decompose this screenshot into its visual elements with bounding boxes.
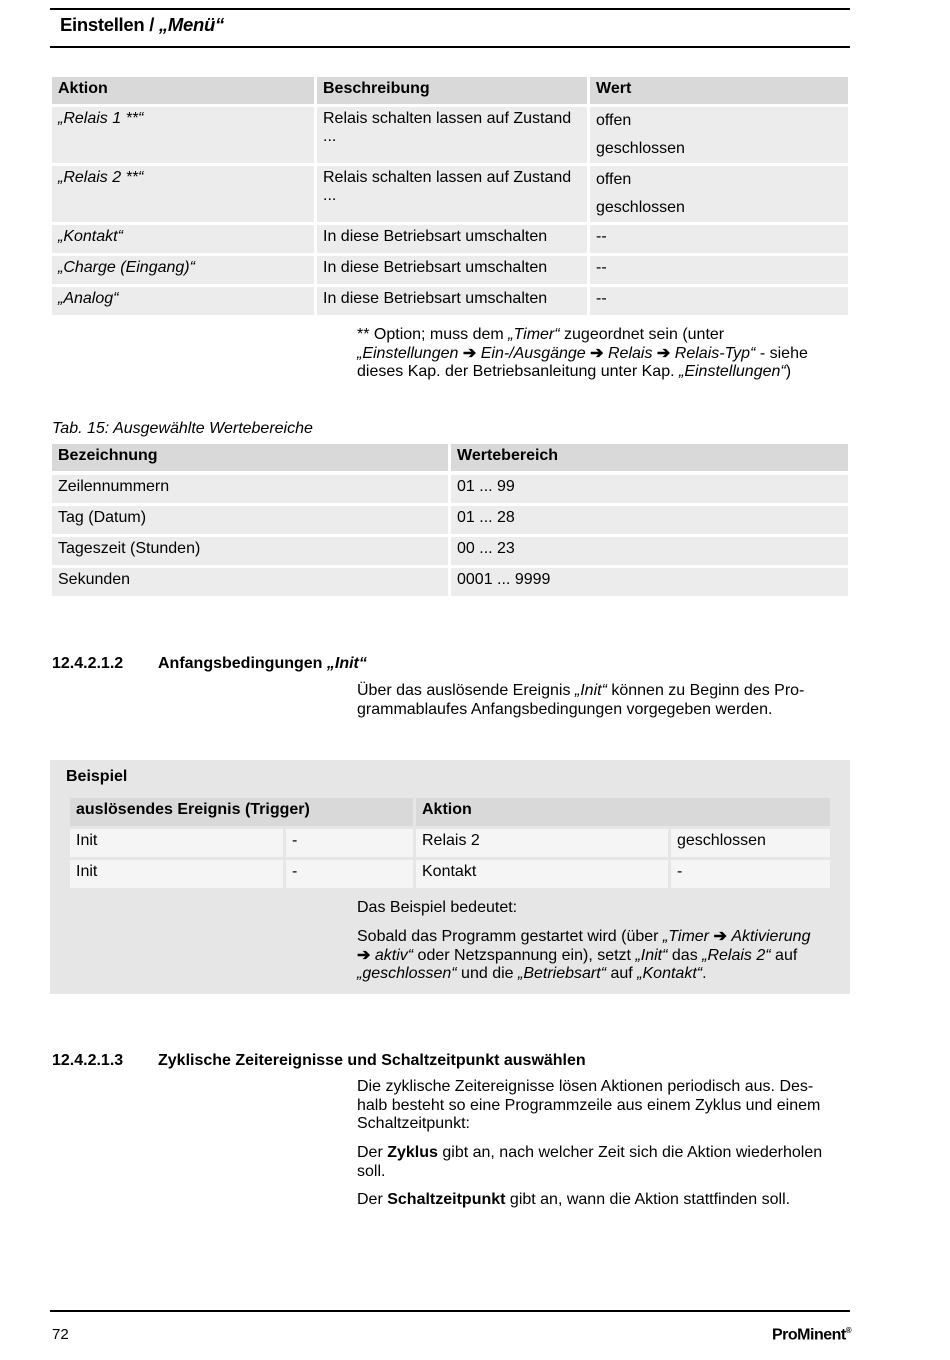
table-row-cell: Init bbox=[70, 860, 283, 888]
brand-logo: ProMinent® bbox=[772, 1326, 852, 1344]
option-note: ** Option; muss dem „Timer“ zugeordnet sein (unter „Einstellungen ➔ Ein-/Ausgänge ➔ Relais ➔ Relais-Typ“ - siehe dieses Kap. der Betriebsanleitung unter Kap. „Einstellungen“) bbox=[357, 326, 808, 380]
arrow-right-icon: ➔ bbox=[357, 946, 371, 964]
table-header-aktion: Aktion bbox=[52, 77, 314, 104]
table-row-aktion: „Kontakt“ bbox=[52, 225, 314, 253]
arrow-right-icon: ➔ bbox=[656, 344, 671, 362]
table-row-label: Tageszeit (Stunden) bbox=[52, 537, 448, 565]
table-row-cell: Kontakt bbox=[416, 860, 668, 888]
section-number: 12.4.2.1.2 bbox=[52, 655, 124, 672]
section-paragraph: Der Zyklus gibt an, nach welcher Zeit sich die Aktion wiederholen soll. bbox=[357, 1144, 823, 1180]
table-row-aktion: „Relais 1 **“ bbox=[52, 107, 314, 163]
table-header-wertebereich: Wertebereich bbox=[451, 444, 848, 471]
table-row-cell: Relais 2 bbox=[416, 829, 668, 857]
footer-rule bbox=[50, 1310, 850, 1312]
section-paragraph: Über das auslösende Ereignis „Init“ können zu Beginn des Pro- grammablaufes Anfangsbedingungen vorgegeben werden. bbox=[357, 682, 805, 718]
table-row-cell: Init bbox=[70, 829, 283, 857]
table-row-value: 01 ... 28 bbox=[451, 506, 848, 534]
header-bottom-rule bbox=[50, 46, 850, 48]
section-paragraph: Die zyklische Zeitereignisse lösen Aktionen periodisch aus. Des- halb besteht so eine Programmzeile aus einem Zyklus und einem Schaltzeitpunkt: bbox=[357, 1078, 821, 1132]
table-row-beschreibung: In diese Betriebsart umschalten bbox=[317, 287, 587, 315]
table-row-beschreibung: In diese Betriebsart umschalten bbox=[317, 256, 587, 284]
table-row-cell: - bbox=[286, 860, 413, 888]
example-header-aktion: Aktion bbox=[416, 798, 830, 826]
example-title: Beispiel bbox=[66, 768, 128, 785]
table-row-wert: offen geschlossen bbox=[590, 166, 848, 222]
table-header-wert: Wert bbox=[590, 77, 848, 104]
table-header-beschreibung: Beschreibung bbox=[317, 77, 587, 104]
table-row-label: Zeilennummern bbox=[52, 475, 448, 503]
table-row-aktion: „Analog“ bbox=[52, 287, 314, 315]
table-row-value: 01 ... 99 bbox=[451, 475, 848, 503]
arrow-right-icon: ➔ bbox=[590, 344, 604, 362]
section-heading: Zyklische Zeitereignisse und Schaltzeitpunkt auswählen bbox=[158, 1052, 586, 1069]
page-title: Einstellen / „Menü“ bbox=[60, 14, 224, 35]
table-row-cell: geschlossen bbox=[671, 829, 830, 857]
table-row-aktion: „Charge (Eingang)“ bbox=[52, 256, 314, 284]
table-row-wert: -- bbox=[590, 287, 848, 315]
section-number: 12.4.2.1.3 bbox=[52, 1052, 124, 1069]
table-caption: Tab. 15: Ausgewählte Wertebereiche bbox=[52, 420, 313, 437]
table-row-beschreibung: Relais schalten lassen auf Zustand ... bbox=[317, 166, 587, 222]
header-top-rule bbox=[50, 8, 850, 10]
table-row-label: Tag (Datum) bbox=[52, 506, 448, 534]
table-row-wert: offen geschlossen bbox=[590, 107, 848, 163]
table-row-beschreibung: In diese Betriebsart umschalten bbox=[317, 225, 587, 253]
example-header-trigger: auslösendes Ereignis (Trigger) bbox=[70, 798, 413, 826]
table-header-bezeichnung: Bezeichnung bbox=[52, 444, 448, 471]
arrow-right-icon: ➔ bbox=[713, 928, 727, 945]
table-row-value: 0001 ... 9999 bbox=[451, 568, 848, 596]
table-row-label: Sekunden bbox=[52, 568, 448, 596]
table-row-wert: -- bbox=[590, 256, 848, 284]
arrow-right-icon: ➔ bbox=[462, 344, 477, 362]
example-meaning-label: Das Beispiel bedeutet: bbox=[357, 899, 518, 916]
example-description: Sobald das Programm gestartet wird (über „Timer ➔ Aktivierung ➔ aktiv“ oder Netzspannung ein), setzt „Init“ das „Relais 2“ auf „geschlossen“ und die „Betriebsart“ auf „Kontakt“. bbox=[357, 928, 811, 982]
table-row-aktion: „Relais 2 **“ bbox=[52, 166, 314, 222]
section-heading: Anfangsbedingungen „Init“ bbox=[158, 655, 367, 672]
page-number: 72 bbox=[52, 1326, 69, 1343]
section-paragraph: Der Schaltzeitpunkt gibt an, wann die Aktion stattfinden soll. bbox=[357, 1191, 791, 1208]
table-row-wert: -- bbox=[590, 225, 848, 253]
table-row-value: 00 ... 23 bbox=[451, 537, 848, 565]
table-row-cell: - bbox=[671, 860, 830, 888]
table-row-cell: - bbox=[286, 829, 413, 857]
table-row-beschreibung: Relais schalten lassen auf Zustand ... bbox=[317, 107, 587, 163]
